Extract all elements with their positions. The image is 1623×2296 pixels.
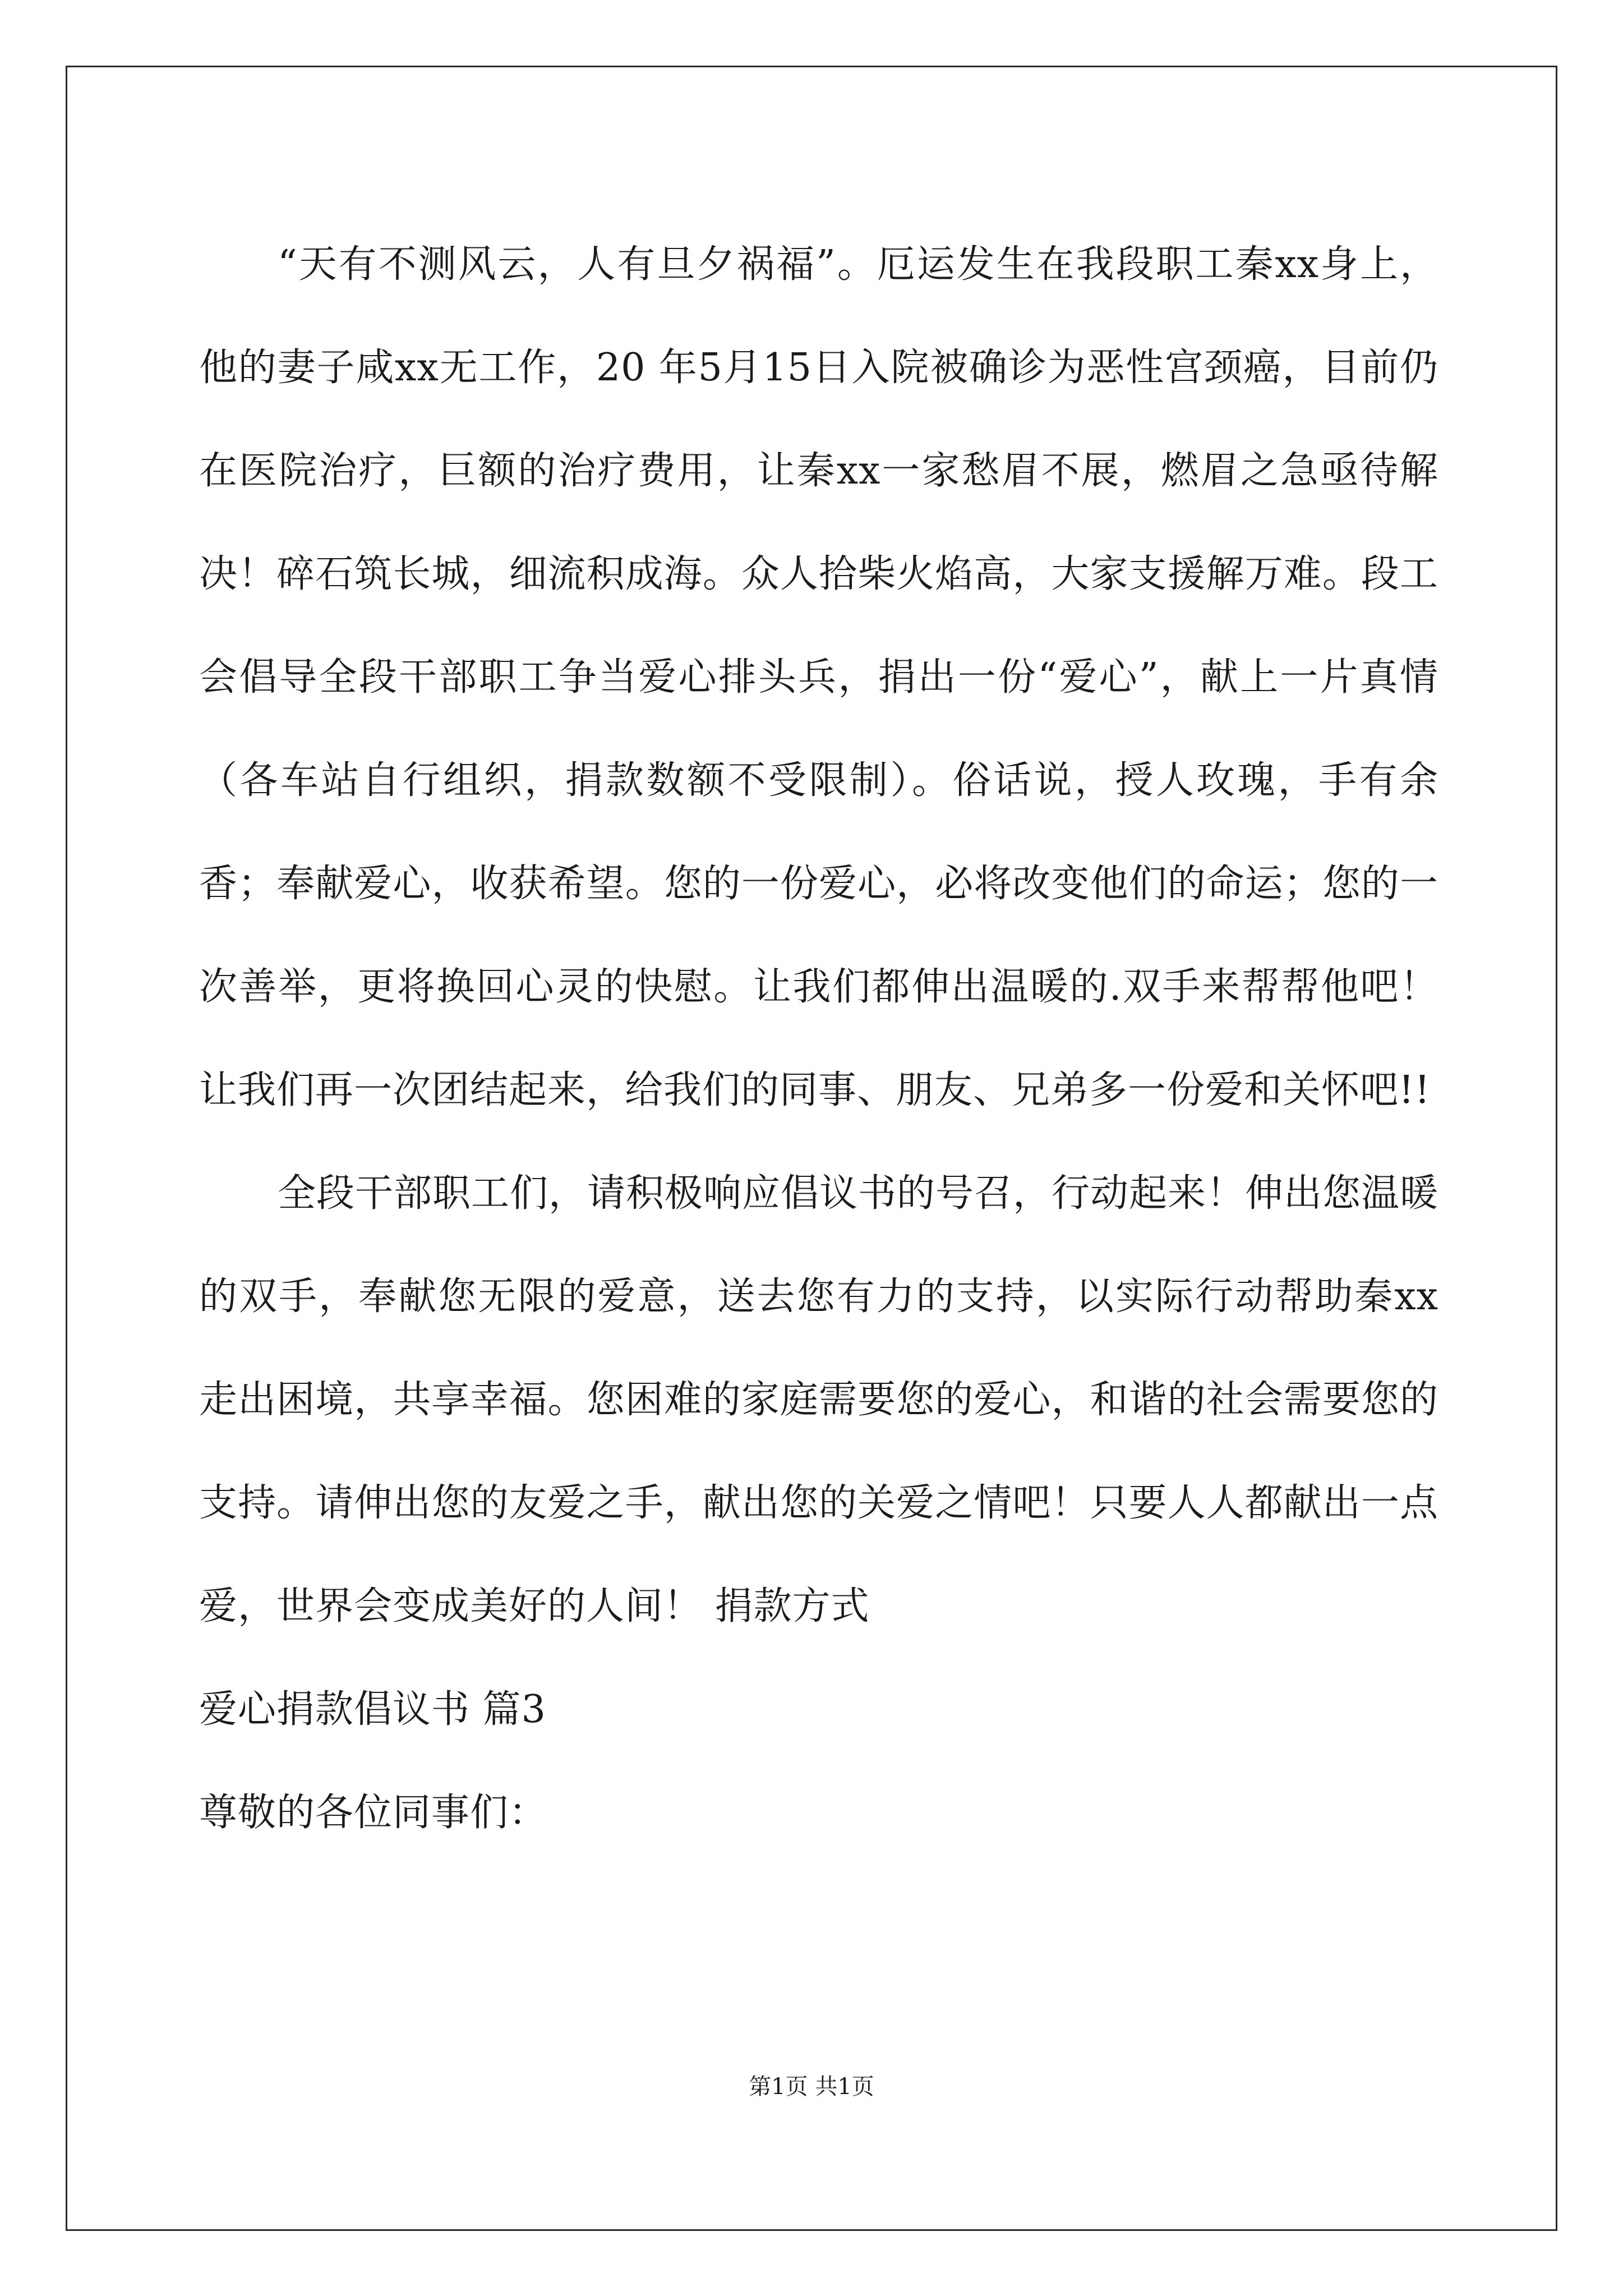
salutation: 尊敬的各位同事们： [199,1791,548,1835]
document-body [199,213,1438,1865]
section-heading: 爱心捐款倡议书 篇3 [199,1687,546,1732]
paragraph-1: “天有不测风云，人有旦夕祸福”。厄运发生在我段职工秦xx身上，他的妻子咸xx无工作，20 年5月15日入院被确诊为恶性宫颈癌，目前仍在医院治疗，巨额的治疗费用，让秦xx一家愁眉不展，燃眉之急亟待解决！碎石筑长城，细流积成海。众人拾柴火焰高，大家支援解万难。段工会倡导全段干部职工争当爱心排头兵，捐出一份“爱心”，献上一片真情（各车站自行组织，捐款数额不受限制）。俗话说，授人玫瑰，手有余香；奉献爱心，收获希望。您的一份爱心，必将改变他们的命运；您的一次善举，更将换回心灵的快慰。让我们都伸出温暖的.双手来帮帮他吧！让我们再一次团结起来，给我们的同事、朋友、兄弟多一份爱和关怀吧!! [199,242,1438,1112]
page-footer: 第1页 共1页 [749,2074,874,2100]
paragraph-2: 全段干部职工们，请积极响应倡议书的号召，行动起来！伸出您温暖的双手，奉献您无限的爱意，送去您有力的支持，以实际行动帮助秦xx走出困境，共享幸福。您困难的家庭需要您的爱心，和谐的社会需要您的支持。请伸出您的友爱之手，献出您的关爱之情吧！只要人人都献出一点爱，世界会变成美好的人间！ 捐款方式 [199,1171,1439,1628]
